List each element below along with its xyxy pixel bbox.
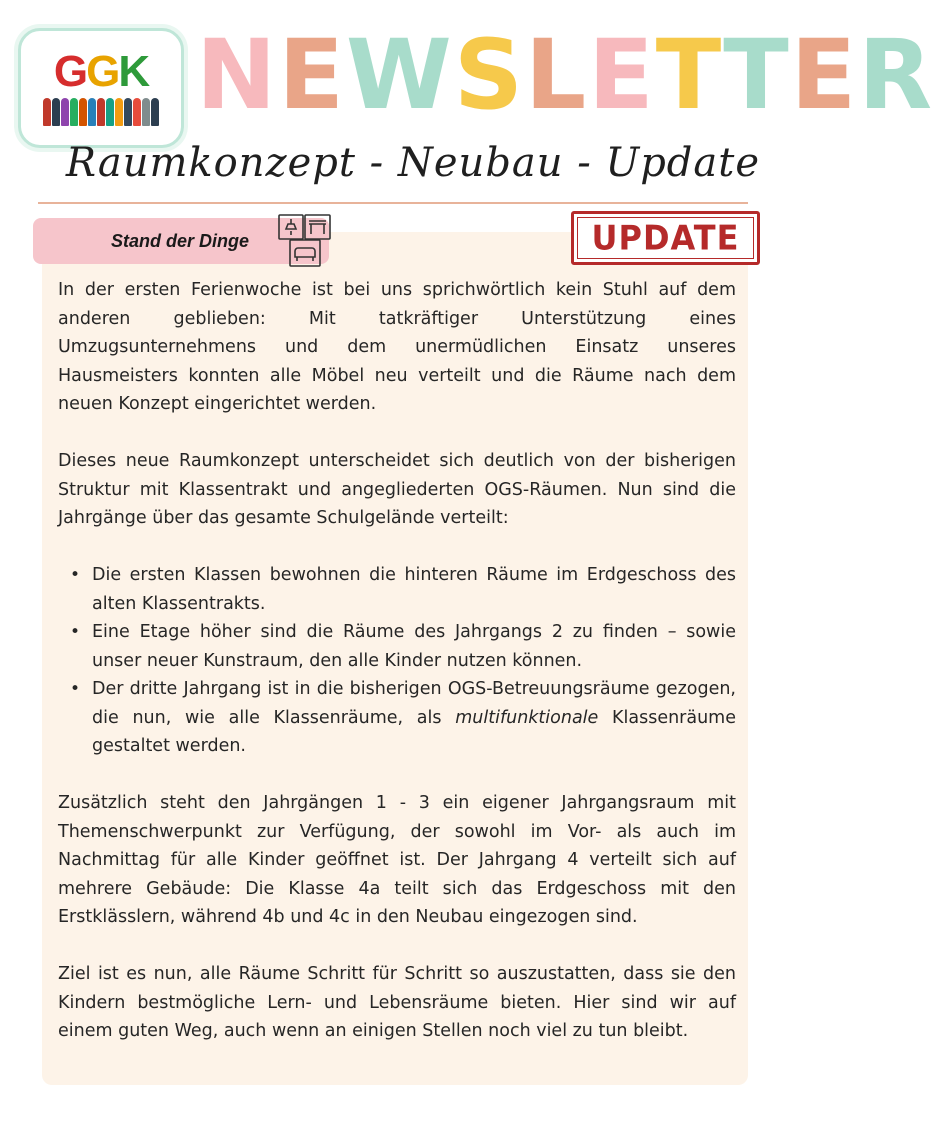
title-letter: E <box>278 19 346 131</box>
logo-children-illustration <box>43 98 159 126</box>
school-logo <box>18 28 184 148</box>
title-letter: L <box>524 19 589 131</box>
furniture-icon <box>276 212 334 270</box>
title-letter: S <box>453 19 525 131</box>
stamp-text: UPDATE <box>591 218 740 258</box>
paragraph-3: Zusätzlich steht den Jahrgängen 1 - 3 ein eigener Jahrgangsraum mit Themenschwerpunkt zur Verfügung, der sowohl im Vor- als auch im Nachmittag für alle Kinder geöffnet ist. Der Jahrgang 4 verteilt sich auf mehrere Gebäude: Die Klasse 4a teilt sich das Erdgeschoss mit den Erstklässlern, während 4b und 4c in den Neubau eingezogen sind. <box>58 793 736 927</box>
update-stamp <box>571 211 760 265</box>
logo-text: GGK <box>53 47 149 96</box>
newsletter-title <box>196 19 934 131</box>
title-letter: T <box>655 19 724 131</box>
list-item: • Eine Etage höher sind die Räume des Jahrgangs 2 zu finden – sowie unser neuer Kunstraum, den alle Kinder nutzen können. <box>92 618 736 675</box>
room-list <box>92 561 736 761</box>
article-body <box>58 276 736 1046</box>
list-item: • Der dritte Jahrgang ist in die bisherigen OGS-Betreuungsräume gezogen, die nun, wie alle Klassenräume, als multifunktionale Klassenräume gestaltet werden. <box>92 675 736 761</box>
title-letter: E <box>588 19 656 131</box>
section-label: Stand der Dinge <box>111 230 250 251</box>
paragraph-1: In der ersten Ferienwoche ist bei uns sprichwörtlich kein Stuhl auf dem anderen geblieben: Mit tatkräftiger Unterstützung eines Umzugsunternehmens und dem unermüdlichen Einsatz unseres Hausmeisters konnten alle Möbel neu verteilt und die Räume nach dem neuen Konzept eingerichtet werden. <box>58 280 736 414</box>
paragraph-2: Dieses neue Raumkonzept unterscheidet sich deutlich von der bisherigen Struktur mit Klassentrakt und angegliederten OGS-Räumen. Nun sind die Jahrgänge über das gesamte Schulgelände verteilt: <box>58 451 736 528</box>
title-letter: N <box>196 19 279 131</box>
title-letter: T <box>723 19 791 131</box>
newsletter-subtitle: Raumkonzept - Neubau - Update <box>65 140 760 186</box>
title-letter: R <box>858 19 934 131</box>
paragraph-4: Ziel ist es nun, alle Räume Schritt für Schritt so auszustatten, dass sie den Kindern bestmögliche Lern- und Lebensräume bieten. Hier sind wir auf einem guten Weg, auch wenn an einigen Stellen noch viel zu tun bleibt. <box>58 964 736 1041</box>
title-letter: E <box>790 19 859 131</box>
header-divider <box>38 202 748 204</box>
list-item: • Die ersten Klassen bewohnen die hinteren Räume im Erdgeschoss des alten Klassentrakts. <box>92 561 736 618</box>
title-letter: W <box>345 19 454 131</box>
